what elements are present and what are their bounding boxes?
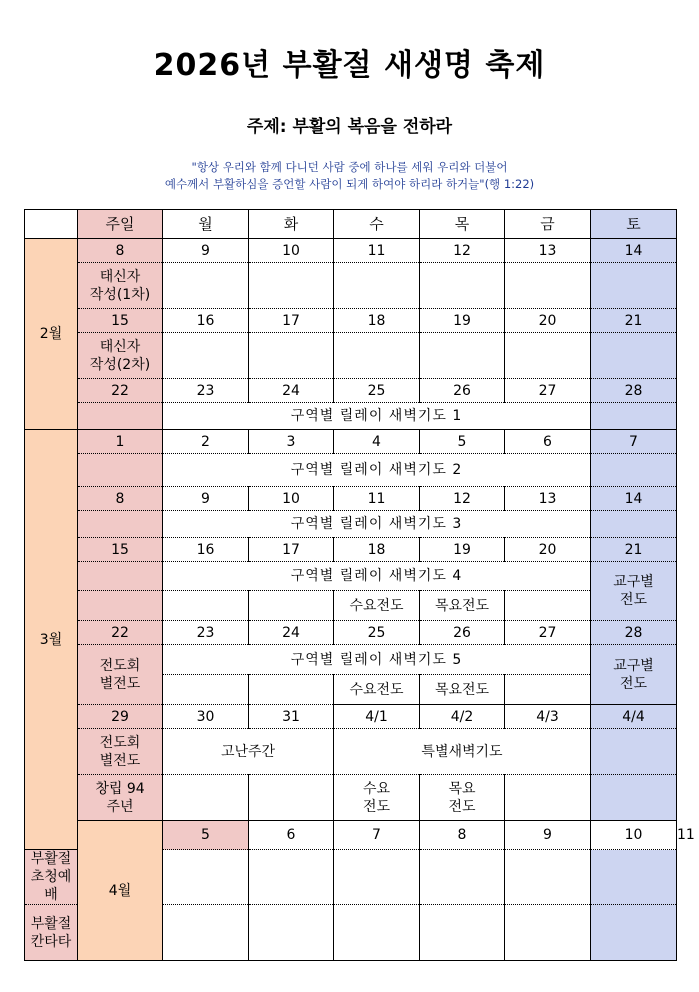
theme-subtitle: 주제: 부활의 복음을 전하라 <box>246 117 453 137</box>
mar-week2-dates <box>25 487 677 511</box>
date-cell: 27 <box>505 621 591 645</box>
date-cell: 30 <box>163 705 249 729</box>
empty-cell <box>591 454 677 487</box>
relay-prayer-3: 구역별 릴레이 새벽기도 3 <box>163 511 591 538</box>
date-cell: 19 <box>420 538 505 562</box>
empty-cell <box>78 511 163 538</box>
empty-cell <box>163 905 249 961</box>
event-label: 태신자 작성(1차) <box>78 263 163 309</box>
verse-line-2: 예수께서 부활하심을 증언할 사람이 되게 하여야 하리라 하거늘"(행 1:22) <box>164 177 535 191</box>
mar-week3-events-a <box>25 562 677 591</box>
empty-cell <box>163 775 249 821</box>
bible-verse <box>0 159 699 193</box>
date-cell: 19 <box>420 309 505 333</box>
feb-week1-events <box>25 263 677 309</box>
empty-cell <box>249 905 334 961</box>
feb-week1-dates <box>25 239 677 263</box>
date-cell: 26 <box>420 379 505 403</box>
special-dawn-prayer: 특별새벽기도 <box>334 729 591 775</box>
relay-prayer-4: 구역별 릴레이 새벽기도 4 <box>163 562 591 591</box>
date-cell: 3 <box>249 430 334 454</box>
empty-cell <box>591 263 677 309</box>
empty-cell <box>78 403 163 430</box>
date-cell: 31 <box>249 705 334 729</box>
date-cell: 18 <box>334 309 420 333</box>
header-sat: 토 <box>591 210 677 239</box>
thursday-evangelism: 목요전도 <box>420 675 505 705</box>
date-cell: 9 <box>163 239 249 263</box>
date-cell: 4/2 <box>420 705 505 729</box>
date-cell: 11 <box>334 239 420 263</box>
group-evangelism: 전도회 별전도 <box>78 645 163 705</box>
mar-week5-dates <box>25 705 677 729</box>
date-cell: 22 <box>78 379 163 403</box>
feb-week3-dates <box>25 379 677 403</box>
date-cell: 21 <box>591 538 677 562</box>
feb-week2-dates <box>25 309 677 333</box>
date-cell: 5 <box>163 821 249 850</box>
date-cell: 26 <box>420 621 505 645</box>
date-cell: 6 <box>249 821 334 850</box>
date-cell: 4/4 <box>591 705 677 729</box>
date-cell: 28 <box>591 379 677 403</box>
empty-cell <box>591 333 677 379</box>
date-cell: 2 <box>163 430 249 454</box>
relay-prayer-5: 구역별 릴레이 새벽기도 5 <box>163 645 591 675</box>
empty-cell <box>505 850 591 905</box>
date-cell: 4 <box>334 430 420 454</box>
date-cell: 29 <box>78 705 163 729</box>
empty-cell <box>249 775 334 821</box>
date-cell: 23 <box>163 379 249 403</box>
date-cell: 12 <box>420 239 505 263</box>
mar-week2-events <box>25 511 677 538</box>
wednesday-evangelism: 수요전도 <box>334 591 420 621</box>
thursday-evangelism: 목요전도 <box>420 591 505 621</box>
date-cell: 11 <box>334 487 420 511</box>
mar-week4-events-a <box>25 645 677 675</box>
date-cell: 10 <box>591 821 677 850</box>
empty-cell <box>505 333 591 379</box>
empty-cell <box>591 775 677 821</box>
date-cell: 7 <box>334 821 420 850</box>
thursday-evangelism: 목요 전도 <box>420 775 505 821</box>
date-cell: 15 <box>78 538 163 562</box>
date-cell: 8 <box>78 487 163 511</box>
mar-week1-dates <box>25 430 677 454</box>
month-mar: 3월 <box>25 430 78 850</box>
empty-cell <box>78 562 163 591</box>
empty-cell <box>78 591 163 621</box>
month-apr: 4월 <box>78 821 163 961</box>
date-cell: 9 <box>163 487 249 511</box>
wednesday-evangelism: 수요 전도 <box>334 775 420 821</box>
date-cell: 24 <box>249 621 334 645</box>
passion-week: 고난주간 <box>163 729 334 775</box>
empty-cell <box>591 905 677 961</box>
empty-cell <box>505 591 591 621</box>
relay-prayer-2: 구역별 릴레이 새벽기도 2 <box>163 454 591 487</box>
date-cell: 1 <box>78 430 163 454</box>
empty-cell <box>249 591 334 621</box>
easter-cantata: 부활절 칸타타 <box>25 905 78 961</box>
event-calendar-table <box>24 209 695 961</box>
empty-cell <box>505 263 591 309</box>
empty-cell <box>334 263 420 309</box>
relay-prayer-1: 구역별 릴레이 새벽기도 1 <box>163 403 591 430</box>
feb-week3-events <box>25 403 677 430</box>
parish-evangelism: 교구별 전도 <box>591 645 677 705</box>
apr-week1-dates: 4월 5 6 7 8 9 10 11 <box>25 821 677 850</box>
date-cell: 10 <box>249 239 334 263</box>
date-cell: 16 <box>163 538 249 562</box>
header-row <box>25 210 677 239</box>
empty-cell <box>163 675 249 705</box>
mar-week5-events-a <box>25 729 677 775</box>
empty-cell <box>334 850 420 905</box>
month-feb: 2월 <box>25 239 78 430</box>
empty-cell <box>249 263 334 309</box>
empty-cell <box>334 333 420 379</box>
header-mon: 월 <box>163 210 249 239</box>
date-cell: 25 <box>334 379 420 403</box>
empty-cell <box>591 511 677 538</box>
parish-evangelism: 교구별 전도 <box>591 562 677 621</box>
event-label: 태신자 작성(2차) <box>78 333 163 379</box>
header-sun: 주일 <box>78 210 163 239</box>
group-evangelism: 전도회 별전도 <box>78 729 163 775</box>
header-fri: 금 <box>505 210 591 239</box>
date-cell: 22 <box>78 621 163 645</box>
date-cell: 16 <box>163 309 249 333</box>
mar-week1-events <box>25 454 677 487</box>
date-cell: 10 <box>249 487 334 511</box>
empty-cell <box>505 675 591 705</box>
empty-cell <box>420 263 505 309</box>
header-thu: 목 <box>420 210 505 239</box>
empty-cell <box>420 333 505 379</box>
date-cell: 17 <box>249 309 334 333</box>
empty-cell <box>249 850 334 905</box>
empty-cell <box>505 905 591 961</box>
date-cell: 14 <box>591 487 677 511</box>
header-tue: 화 <box>249 210 334 239</box>
anniversary-label: 창립 94 주년 <box>78 775 163 821</box>
empty-cell <box>163 263 249 309</box>
corner-cell <box>25 210 78 239</box>
date-cell: 27 <box>505 379 591 403</box>
mar-week3-events-b <box>25 591 677 621</box>
date-cell: 15 <box>78 309 163 333</box>
date-cell: 6 <box>505 430 591 454</box>
date-cell: 23 <box>163 621 249 645</box>
date-cell: 8 <box>420 821 505 850</box>
date-cell: 4/1 <box>334 705 420 729</box>
empty-cell <box>163 850 249 905</box>
empty-cell <box>163 333 249 379</box>
date-cell: 5 <box>420 430 505 454</box>
verse-line-1: "항상 우리와 함께 다니던 사람 중에 하나를 세워 우리와 더불어 <box>191 160 508 174</box>
empty-cell <box>505 775 591 821</box>
date-cell: 20 <box>505 538 591 562</box>
date-cell: 18 <box>334 538 420 562</box>
date-cell: 24 <box>249 379 334 403</box>
date-cell: 28 <box>591 621 677 645</box>
empty-cell <box>591 729 677 775</box>
empty-cell <box>249 333 334 379</box>
header-wed: 수 <box>334 210 420 239</box>
empty-cell <box>249 675 334 705</box>
empty-cell <box>78 454 163 487</box>
date-cell: 12 <box>420 487 505 511</box>
empty-cell <box>163 591 249 621</box>
date-cell: 7 <box>591 430 677 454</box>
date-cell: 20 <box>505 309 591 333</box>
empty-cell <box>420 850 505 905</box>
date-cell: 17 <box>249 538 334 562</box>
wednesday-evangelism: 수요전도 <box>334 675 420 705</box>
date-cell: 4/3 <box>505 705 591 729</box>
date-cell: 8 <box>78 239 163 263</box>
date-cell: 14 <box>591 239 677 263</box>
date-cell: 13 <box>505 239 591 263</box>
page-title: 2026년 부활절 새생명 축제 <box>153 48 546 83</box>
date-cell: 21 <box>591 309 677 333</box>
date-cell: 25 <box>334 621 420 645</box>
mar-week5-events-b <box>25 775 677 821</box>
date-cell: 9 <box>505 821 591 850</box>
empty-cell <box>420 905 505 961</box>
feb-week2-events <box>25 333 677 379</box>
mar-week3-dates <box>25 538 677 562</box>
empty-cell <box>591 850 677 905</box>
empty-cell <box>591 403 677 430</box>
date-cell: 13 <box>505 487 591 511</box>
empty-cell <box>334 905 420 961</box>
mar-week4-dates <box>25 621 677 645</box>
easter-invitation-service: 부활절 초청예배 <box>25 850 78 905</box>
